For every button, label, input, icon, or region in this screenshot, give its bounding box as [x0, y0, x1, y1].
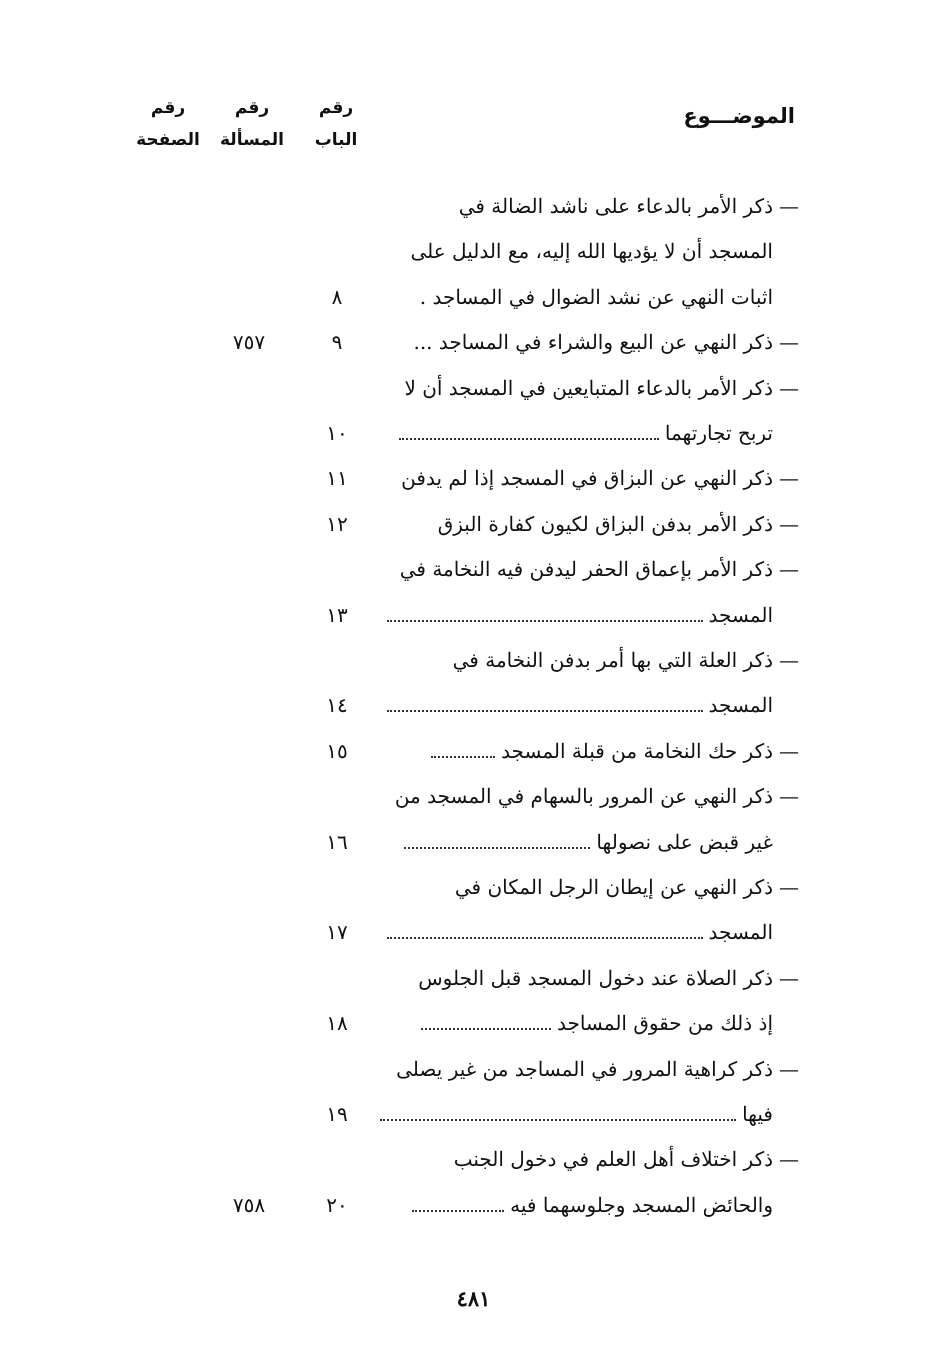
- entry-dash: —: [779, 1147, 799, 1172]
- toc-line-text: ذكر كراهية المرور في المساجد من غير يصلى: [396, 1056, 773, 1081]
- toc-line-text: ذكر النهي عن البزاق في المسجد إذا لم يدفن: [401, 466, 773, 491]
- toc-line-text: ذكر الأمر بدفن البزاق لكيون كفارة البزق: [437, 511, 773, 536]
- question-number: ١٧: [326, 920, 348, 945]
- entry-dash: —: [779, 557, 799, 582]
- toc-line-text: ذكر النهي عن البيع والشراء في المساجد ...: [413, 330, 773, 355]
- entry-dash: —: [779, 330, 799, 355]
- chapter-col-line2: الباب: [314, 130, 358, 150]
- toc-line-text: إذ ذلك من حقوق المساجد: [556, 1011, 773, 1036]
- toc-line: [389, 867, 799, 907]
- toc-line: [389, 1049, 799, 1089]
- dot-leader: [387, 935, 703, 939]
- question-number: ١٩: [326, 1102, 348, 1126]
- page-col-line1: رقم: [150, 98, 186, 118]
- toc-line: [389, 640, 799, 680]
- toc-line: [389, 1094, 799, 1134]
- dot-leader: [387, 708, 703, 712]
- question-number: ١٠: [326, 421, 348, 445]
- toc-line: [389, 685, 799, 725]
- toc-line-text: ذكر العلة التي بها أمر بدفن النخامة في: [452, 648, 773, 672]
- toc-line: [389, 776, 799, 816]
- toc-line-text: والحائض المسجد وجلوسهما فيه: [510, 1192, 773, 1217]
- entry-dash: —: [779, 738, 799, 763]
- toc-line: [389, 912, 799, 952]
- question-number: ٨: [331, 284, 343, 309]
- page-col-line2: الصفحة: [136, 130, 200, 150]
- toc-line-text: اثبات النهي عن نشد الضوال في المساجد .: [419, 284, 773, 309]
- toc-line: [389, 458, 799, 498]
- toc-line-text: تربح تجارتهما: [664, 421, 773, 445]
- toc-line-text: ذكر النهي عن المرور بالسهام في المسجد من: [394, 784, 773, 809]
- entry-dash: —: [779, 466, 799, 491]
- toc-line: [389, 277, 799, 317]
- question-number: ١٣: [326, 602, 348, 627]
- toc-line: [389, 731, 799, 771]
- toc-line: [389, 322, 799, 362]
- entry-dash: —: [779, 965, 799, 990]
- entry-dash: —: [779, 194, 799, 218]
- toc-line: [389, 595, 799, 635]
- toc-line-text: ذكر الأمر بالدعاء المتبايعين في المسجد أن لا: [404, 375, 773, 400]
- question-number: ١٦: [326, 829, 348, 854]
- entry-dash: —: [779, 875, 799, 899]
- dot-leader: [387, 618, 703, 622]
- toc-line-text: ذكر اختلاف أهل العلم في دخول الجنب: [453, 1147, 773, 1172]
- toc-line: [389, 822, 799, 862]
- toc-line: [389, 186, 799, 226]
- toc-line-text: ذكر النهي عن إيطان الرجل المكان في: [454, 875, 773, 899]
- question-number: ١٢: [326, 511, 348, 536]
- toc-line: [389, 1003, 799, 1043]
- dot-leader: [431, 754, 495, 758]
- question-col-line1: رقم: [234, 98, 270, 118]
- question-number: ٩: [331, 330, 343, 355]
- chapter-col-line1: رقم: [318, 98, 354, 118]
- toc-line-text: فيها: [742, 1102, 773, 1126]
- dot-leader: [412, 1208, 504, 1212]
- page-number: ٤٨١: [456, 1286, 491, 1311]
- entry-dash: —: [779, 1056, 799, 1081]
- dot-leader: [399, 436, 659, 440]
- toc-line-text: المسجد: [708, 693, 773, 718]
- toc-line-text: المسجد أن لا يؤديها الله إليه، مع الدليل على: [410, 239, 773, 264]
- question-number: ١١: [326, 466, 348, 491]
- toc-line-text: ذكر الأمر بإعماق الحفر ليدفن فيه النخامة في: [399, 557, 773, 582]
- dot-leader: [404, 845, 590, 849]
- page-reference: ٧٥٧: [232, 330, 266, 355]
- entry-dash: —: [779, 511, 799, 536]
- dot-leader: [421, 1026, 551, 1030]
- toc-line-text: المسجد: [708, 920, 773, 945]
- subject-header: الموضـــوع: [683, 104, 795, 128]
- toc-line-text: ذكر حك النخامة من قبلة المسجد: [501, 738, 773, 763]
- toc-line: [389, 231, 799, 271]
- toc-line: [389, 958, 799, 998]
- toc-line: [389, 413, 799, 453]
- toc-line: [389, 1185, 799, 1225]
- question-number: ١٨: [326, 1011, 348, 1036]
- entry-dash: —: [779, 375, 799, 400]
- toc-line: [389, 1139, 799, 1179]
- question-col-line2: المسألة: [220, 130, 284, 150]
- page-reference: ٧٥٨: [232, 1192, 266, 1217]
- toc-line: [389, 368, 799, 408]
- question-number: ٢٠: [326, 1192, 348, 1217]
- toc-line-text: غير قبض على نصولها: [596, 829, 773, 854]
- entry-dash: —: [779, 648, 799, 672]
- toc-line-text: ذكر الأمر بالدعاء على ناشد الضالة في: [458, 194, 773, 218]
- toc-line: [389, 504, 799, 544]
- question-number: ١٥: [326, 738, 348, 763]
- toc-line-text: ذكر الصلاة عند دخول المسجد قبل الجلوس: [418, 965, 773, 990]
- dot-leader: [380, 1117, 736, 1121]
- question-number: ١٤: [326, 693, 348, 718]
- toc-line: [389, 549, 799, 589]
- toc-line-text: المسجد: [708, 602, 773, 627]
- entry-dash: —: [779, 784, 799, 809]
